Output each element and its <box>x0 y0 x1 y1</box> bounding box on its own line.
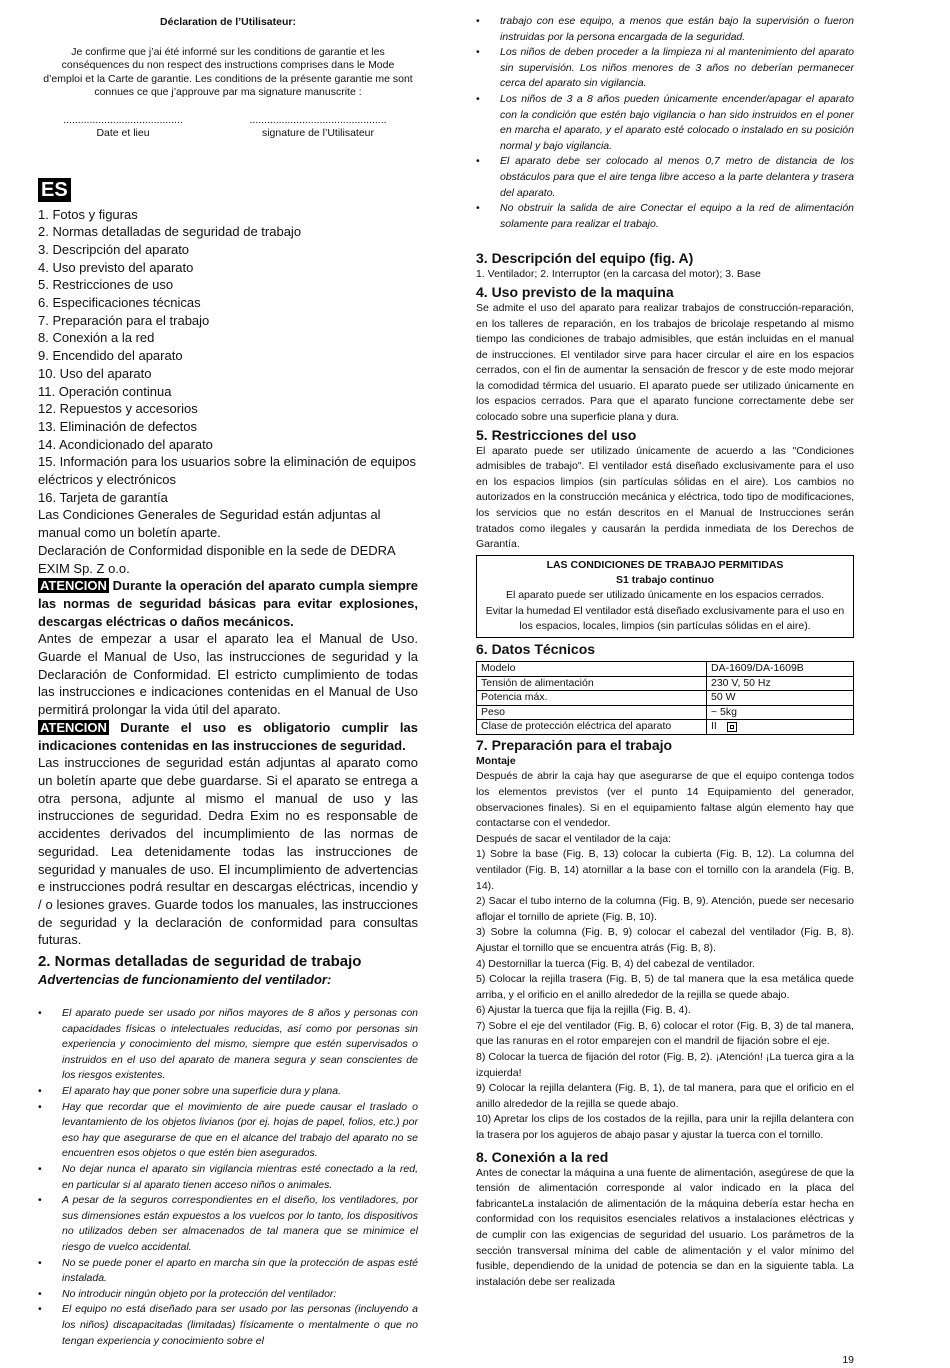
list-item: 6) Ajustar la tuerca que fija la rejilla (Fig. B, 4). <box>476 1004 691 1017</box>
list-item: • Los niños de deben proceder a la limpieza ni al mantenimiento del aparato sin supervisión. Los niños menores de 3 años no deberían permanecer cerca del aparato sin vigilancia. <box>476 45 854 92</box>
permitted-conditions-box <box>476 555 854 638</box>
toc-item: 7. Preparación para el trabajo <box>38 312 210 328</box>
warning-2-text: Las instrucciones de seguridad están adjuntas al aparato como un boletín aparte que debe guardarse. Si el aparato se entrega a otra persona, adjunte al mismo el manual de uso y las instrucciones de seguridad. Dedra Exim no es responsable de accidentes derivados del incumplimiento de las normas de seguridad. Lea detenidamente todas las instrucciones de seguridad y manuales de uso. El incumplimiento de advertencias e instrucciones podrá resultar en descargas eléctricas, incendio y / o lesiones graves. Guarde todos los manuales, las instrucciones de seguridad y la declaración de conformidad para consultas futuras. <box>38 755 418 948</box>
list-item: 2) Sacar el tubo interno de la columna (Fig. B, 9). Atención, puede ser necesario aflojar el tornillo de apriete (Fig. B, 10). <box>476 895 854 923</box>
table-cell-value <box>707 720 854 735</box>
toc-item: 12. Repuestos y accesorios <box>38 401 198 417</box>
section-4-heading: 4. Uso previsto de la maquina <box>476 283 674 300</box>
signature-row <box>38 114 418 140</box>
list-item: 4) Destornillar la tuerca (Fig. B, 4) del cabezal de ventilador. <box>476 957 755 970</box>
section-3-text: 1. Ventilador; 2. Interruptor (en la carcasa del motor); 3. Base <box>476 268 761 281</box>
section-8-heading: 8. Conexión a la red <box>476 1148 609 1165</box>
declaration-title: Déclaration de l’Utilisateur: <box>160 16 296 28</box>
date-label: Date et lieu <box>96 126 150 139</box>
user-declaration <box>38 16 418 140</box>
date-place-field <box>38 114 208 140</box>
list-item: • El aparato puede ser usado por niños mayores de 8 años y personas con capacidades físicas o intelectuales reducidas, así como por personas sin experiencia y conocimiento del mismo, siempre que estén supervisados o instruidos en el uso del aparato de manera segura y sean conscientes de los riesgos existentes. <box>38 1006 418 1084</box>
atencion-tag: ATENCION <box>40 578 107 594</box>
list-item: • No introducir ningún objeto por la protección del ventilador: <box>38 1287 418 1303</box>
atencion-tag: ATENCION <box>40 719 107 735</box>
date-dots: ......................................... <box>63 113 183 126</box>
list-item: • Hay que recordar que el movimiento de aire puede causar el traslado o levantamiento de los objetos livianos (por ej. hojas de papel, folios, etc.) por eso hay que asegurarse de que en el alcance del trabajo del aparato no se encuentren esos objetos o que estén bien asegurados. <box>38 1100 418 1162</box>
safety-bullets <box>38 1006 418 1349</box>
toc-item: 4. Uso previsto del aparato <box>38 259 194 275</box>
box-line: Evitar la humedad El ventilador está diseñado exclusivamente para el uso en los espacios, locales, limpios (sin partículas sólidas en el aire). <box>485 604 845 632</box>
list-item: 7) Sobre el eje del ventilador (Fig. B, 6) colocar el rotor (Fig. B, 3) de tal manera, que las ranuras en el rotor emparejen con el mandril de fijación sobre el eje. <box>476 1019 854 1048</box>
list-item: • No dejar nunca el aparato sin vigilancia mientras esté conectado a la red, en particular si al aparato tienen acceso niños o animales. <box>38 1162 418 1193</box>
warning-1-bold: Durante la operación del aparato cumpla siempre las normas de seguridad básicas para evitar explosiones, descargas eléctricas o daños mecánicos. <box>38 578 418 629</box>
toc-item: 2. Normas detalladas de seguridad de trabajo <box>38 224 302 240</box>
list-item: • El aparato debe ser colocado al menos 0,7 metro de distancia de los obstáculos para que el aire tenga libre acceso a la parte delantera y trasera del aparato. <box>476 154 854 201</box>
intro-section <box>38 506 418 949</box>
list-item: 3) Sobre la columna (Fig. B, 9) colocar el cabezal del ventilador (Fig. B, 8). Ajustar el tornillo que se encuentra atrás (Fig. B, 8). <box>476 926 854 954</box>
list-item: 5) Colocar la rejilla trasera (Fig. B, 5) de tal manera que la esa metálica quede arriba, y el orificio en el anillo alrededor de la rejilla se quede abajo. <box>476 973 854 1001</box>
section-7-text: Después de sacar el ventilador de la caja: <box>476 832 671 845</box>
warning-1 <box>38 577 418 630</box>
table-row <box>477 676 854 691</box>
table-row <box>477 705 854 720</box>
signature-dots: ............................................... <box>249 113 387 126</box>
conformity-note: Declaración de Conformidad disponible en la sede de DEDRA EXIM Sp. Z o.o. <box>38 542 395 576</box>
section-3-heading: 3. Descripción del equipo (fig. A) <box>476 250 694 267</box>
page-number: 19 <box>842 1354 854 1366</box>
list-item: • A pesar de la seguros correspondientes en el diseño, los ventiladores, por sus dimensiones están expuestos a los vuelcos por lo tanto, los dispositivos no utilizados deben ser almacenados de tal manera que se minimice el riesgo de vuelco accidental. <box>38 1193 418 1255</box>
table-cell-label: Modelo <box>477 662 707 677</box>
toc-item: 16. Tarjeta de garantía <box>38 489 168 505</box>
box-title: LAS CONDICIONES DE TRABAJO PERMITIDAS <box>546 558 784 571</box>
list-item: 1) Sobre la base (Fig. B, 13) colocar la cubierta (Fig. B, 12). La columna del ventilador (Fig. B, 14) atornillar a la base con el tornillo con la arandela (Fig. B, 14). <box>476 848 854 892</box>
declaration-body: Je confirme que j’ai été informé sur les conditions de garantie et les conséquences du non respect des instructions comprises dans le Mode d’emploi et la Carte de garantie. Les conditions de la présente garantie me sont connues ce que j’approuve par ma signature manuscrite : <box>43 45 413 98</box>
table-cell-label: Potencia máx. <box>477 691 707 706</box>
toc-item: 6. Especificaciones técnicas <box>38 295 201 311</box>
section-2-heading: 2. Normas detalladas de seguridad de trabajo <box>38 953 362 971</box>
conditions-note: Las Condiciones Generales de Seguridad están adjuntas al manual como un boletín aparte. <box>38 507 381 541</box>
right-column <box>476 0 854 1290</box>
table-cell-label: Clase de protección eléctrica del aparato <box>477 720 707 735</box>
toc-item: 13. Eliminación de defectos <box>38 418 197 434</box>
language-badge: ES <box>38 178 71 202</box>
list-item: 8) Colocar la tuerca de fijación del rotor (Fig. B, 2). ¡Atención! ¡La tuerca gira a la izquierda! <box>476 1051 854 1079</box>
section-8-text: Antes de conectar la máquina a una fuente de alimentación, asegúrese de que la tensión de alimentación corresponde al valor indicado en la placa del fabricanteLa instalación de alimentación de la máquina debería estar hecha en conformidad con los requisitos esenciales relativos a instalaciones eléctricas y de cumplir con las exigencias de seguridad del usuario. Los parámetros de la sección transversal mínima del cable de alimentación y el valor mínimo del fusible, dependiendo de la unidad de potencia se dan en la siguiente tabla. La instalación debe ser realizada <box>476 1166 854 1288</box>
section-4-text: Se admite el uso del aparato para realizar trabajos de construcción-reparación, en los talleres de reparación, en los trabajos de bricolaje respetando al mismo tiempo las condiciones de trabajo admisibles, que están incluidas en el manual de instrucciones. El ventilador sirve para hacer circular el aire en los espacios cerrados, con el fin de aumentar la sensación de frescor y de este modo mejorar la comodidad térmica del usuario. El aparato puede ser utilizado únicamente en los espacios cerrados. Para que el aparato funcione correctamente debe ser colocado sobre una superficie plana y dura. <box>476 301 854 424</box>
box-subtitle: S1 trabajo continuo <box>615 574 714 587</box>
table-of-contents <box>38 206 418 507</box>
assembly-steps <box>476 847 854 1143</box>
section-5-heading: 5. Restricciones del uso <box>476 426 637 443</box>
toc-item: 3. Descripción del aparato <box>38 241 190 257</box>
list-item: 9) Colocar la rejilla delantera (Fig. B, 1), de tal manera, para que el orificio en el anillo alrededor de la rejilla se quede abajo. <box>476 1082 854 1110</box>
protection-class-value: II <box>711 720 717 733</box>
table-cell-label: Tensión de alimentación <box>477 676 707 691</box>
list-item: • El equipo no está diseñado para ser usado por las personas (incluyendo a los niños) discapacitadas (limitadas) físicamente o mentalmente o que no tengan experiencia y conocimiento sobre el <box>38 1302 418 1349</box>
warning-2-bold: Durante el uso es obligatorio cumplir las indicaciones contenidas en las instrucciones de seguridad. <box>38 719 418 753</box>
warning-1-text: Antes de empezar a usar el aparato lea el Manual de Uso. Guarde el Manual de Uso, las instrucciones de seguridad y la Declaración de Conformidad. El estricto cumplimiento de todas las instrucciones e indicaciones contenidas en el Manual de Uso permitirá prolongar la vida útil del aparato. <box>38 631 418 718</box>
list-item: • No se puede poner el aparto en marcha sin que la protección de aspas esté instalada. <box>38 1256 418 1287</box>
list-item: • No obstruir la salida de aire Conectar el equipo a la red de alimentación solamente para realizar el trabajo. <box>476 201 854 232</box>
table-cell-value: 50 W <box>707 691 854 706</box>
toc-item: 11. Operación continua <box>38 383 172 399</box>
section-7-text: Después de abrir la caja hay que asegurarse de que el equipo contenga todos los elementos previstos (ver el punto 14 Equipamiento del generador, observaciones finales). Si en el equipamiento faltase algún elemento hay que contactarse con el vendedor. <box>476 770 854 830</box>
list-item: • El aparato hay que poner sobre una superficie dura y plana. <box>38 1084 418 1100</box>
toc-item: 8. Conexión a la red <box>38 330 155 346</box>
list-item: 10) Apretar los clips de los costados de la rejilla, para unir la rejilla delantera con la trasera por los agujeros de abajo pasar y ajustar la tuerca con el tornillo. <box>476 1113 854 1142</box>
section-6-heading: 6. Datos Técnicos <box>476 641 596 658</box>
toc-item: 14. Acondicionado del aparato <box>38 436 213 452</box>
class-ii-icon <box>727 722 737 732</box>
signature-field <box>218 114 418 140</box>
section-7-heading: 7. Preparación para el trabajo <box>476 736 673 753</box>
list-item-continued: • trabajo con ese equipo, a menos que están bajo la supervisión o fueron instruidas por la persona encargada de la seguridad. <box>476 14 854 45</box>
box-line: El aparato puede ser utilizado únicamente en los espacios cerrados. <box>505 589 825 602</box>
table-cell-label: Peso <box>477 705 707 720</box>
section-2-subheading: Advertencias de funcionamiento del ventilador: <box>38 972 332 988</box>
toc-item: 1. Fotos y figuras <box>38 206 138 222</box>
section-5-text: El aparato puede ser utilizado únicamente de acuerdo a las "Condiciones admisibles de trabajo". El ventilador está diseñado exclusivamente para el uso en los espacios limpios (sin partículas sólidas en el aire). Los cambios no autorizados en la construcción mecánica y eléctrica, todo tipo de modificaciones, los servicios que no están descritos en el Manual de Instrucciones serán tratados como ilegales y causarán la perdida inmediata de los Derechos de Garantía. <box>476 444 854 551</box>
table-row <box>477 720 854 735</box>
safety-bullets-cont <box>476 14 854 232</box>
table-row <box>477 691 854 706</box>
table-cell-value: 230 V, 50 Hz <box>707 676 854 691</box>
toc-item: 9. Encendido del aparato <box>38 348 183 364</box>
table-row <box>477 662 854 677</box>
section-7-subheading: Montaje <box>476 754 516 767</box>
warning-2 <box>38 719 418 754</box>
toc-item: 15. Información para los usuarios sobre la eliminación de equipos eléctricos y electrónicos <box>38 454 416 488</box>
table-cell-value: DA-1609/DA-1609B <box>707 662 854 677</box>
left-column <box>38 0 418 1349</box>
tech-data-table <box>476 661 854 735</box>
toc-item: 10. Uso del aparato <box>38 365 152 381</box>
table-cell-value: ~ 5kg <box>707 705 854 720</box>
list-item: • Los niños de 3 a 8 años pueden únicamente encender/apagar el aparato con la condición que estén bajo vigilancia o han sido instruidos en el poner en marcha el aparato, y el aparato esté colocado o instalado en su posición normal y bajo vigilancia. <box>476 92 854 154</box>
toc-item: 5. Restricciones de uso <box>38 277 174 293</box>
signature-label: signature de l’Utilisateur <box>261 126 375 139</box>
